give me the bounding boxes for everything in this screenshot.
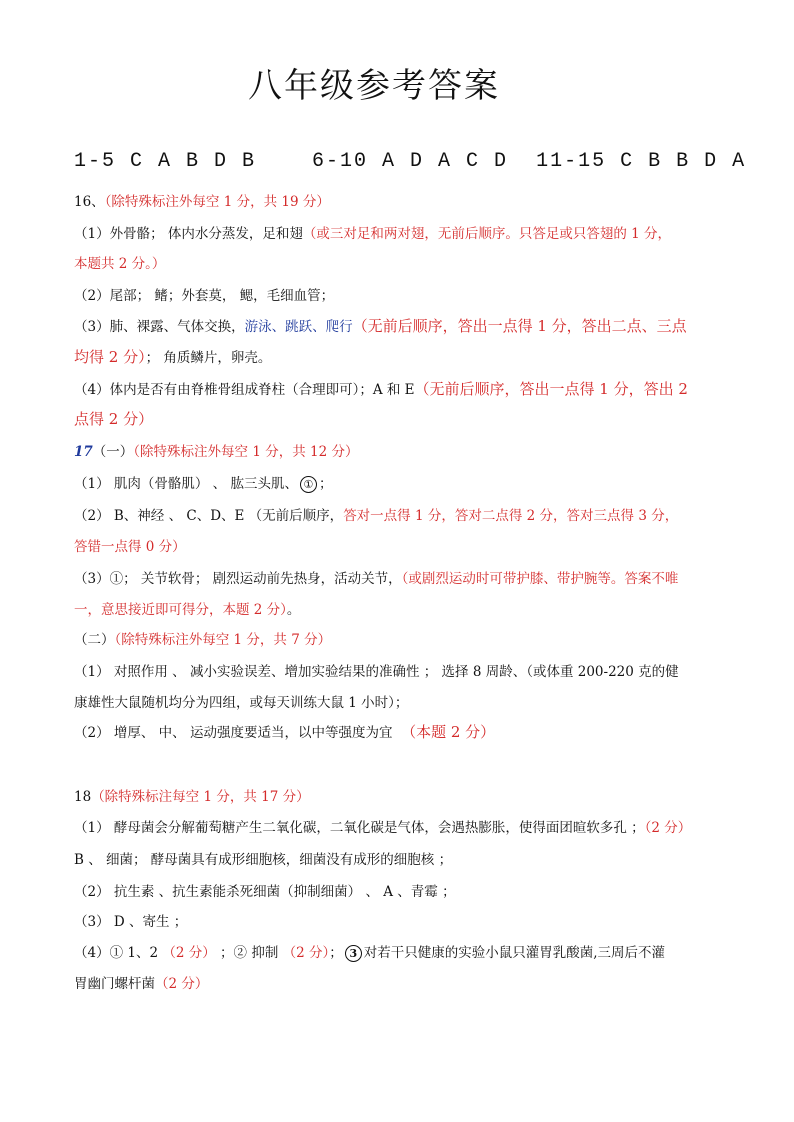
q18-part4-points-2: （2 分） [282,945,330,961]
multiple-choice-answers: 1-5 C A B D B 6-10 A D A C D 11-15 C B B D A [74,150,747,173]
q16-part1-answer: （1）外骨骼； 体内水分蒸发，足和翅 [74,226,303,242]
q17-part3-cont [74,598,300,618]
q16-part4-note-cont: 点得 2 分） [74,410,154,428]
q17-part2 [74,504,678,524]
q18-part1 [74,816,691,836]
q17-number: 17 [74,444,93,460]
q16-number: 16、 [74,194,105,210]
q18-part3: （3） D 、寄生 ； [74,914,188,930]
q17-s2-part1-cont: 康雄性大鼠随机均分为四组，或每天训练大鼠 1 小时）； [74,695,409,711]
q17-part1-end: ； [318,476,333,492]
q16-heading [74,190,330,210]
q18-part4-c: 对若干只健康的实验小鼠只灌胃乳酸菌,三周后不灌 [363,945,666,961]
q17-part2-answer: （2） B、神经 、 C、D、E （无前后顺序， [74,508,344,524]
q17-part1 [74,472,332,493]
q18-heading [74,785,310,805]
q18-number: 18 [74,789,92,805]
q16-part3-answer: （3）肺、裸露、气体交换， [74,319,245,335]
q16-part3-blue: 游泳、跳跃、爬行 [244,319,353,335]
q17-part1-answer: （1） 肌肉（骨骼肌） 、 肱三头肌、 [74,476,298,492]
q18-scoring-note: （除特殊标注每空 1 分，共 17 分） [91,789,310,805]
q17-part2-note-cont: 答错一点得 0 分） [74,539,186,555]
q16-part3 [74,315,687,336]
q18-part1-cont: B 、 细菌； 酵母菌具有成形细胞核，细菌没有成形的细胞核 ； [74,852,453,868]
q17-s2-part1: （1） 对照作用 、 减小实验误差、增加实验结果的准确性 ； 选择 8 周龄、（或体重 200-220 克的健 [74,664,679,680]
q17-section-one: （一） [92,444,134,460]
q16-scoring-note: （除特殊标注外每空 1 分，共 19 分） [104,194,330,210]
q17-section-two-note: （除特殊标注外每空 1 分，共 7 分） [114,632,332,648]
q16-part4-answer: （4）体内是否有由脊椎骨组成脊柱（合理即可）；A 和 E [74,382,415,398]
q17-part3-end: 。 [286,602,301,618]
q16-part3-note-cont: 均得 2 分） [74,348,146,366]
q18-part4-circled-3: 3 [345,945,362,962]
q18-part4-cont-text: 胃幽门螺杆菌 [74,976,155,992]
q18-part4-b: ；② 抑制 [215,945,283,961]
q17-part3-note: （或剧烈运动时可带护膝、带护腕等。答案不唯 [401,571,679,587]
q16-part4 [74,378,688,399]
page-title: 八年级参考答案 [248,66,500,106]
q17-heading [74,440,358,460]
q16-part1-note-cont: 本题共 2 分。） [74,256,166,272]
q18-part1-answer: （1） 酵母菌会分解葡萄糖产生二氧化碳，二氧化碳是气体，会遇热膨胀，使得面团暄软多孔 ； [74,820,645,836]
q16-part3-answer-cont: ； 角质鳞片，卵壳。 [145,350,272,366]
q18-part2: （2） 抗生素 、抗生素能杀死细菌（抑制细菌） 、 A 、青霉 ； [74,884,456,900]
q17-section-two: （二） [74,632,115,648]
q16-part4-note: （无前后顺序，答出一点得 1 分，答出 2 [414,380,688,398]
q18-part4 [74,941,665,962]
q16-part1 [74,222,671,242]
q17-section-two-heading [74,628,331,648]
q16-part1-note: （或三对足和两对翅，无前后顺序。只答足或只答翅的 1 分， [302,226,672,242]
q17-s2-part2 [74,721,495,742]
q18-part4-a: （4）① 1、2 [74,945,163,961]
q18-part4-cont [74,972,208,992]
q18-part4-points-3: （2 分） [155,976,209,992]
q17-part2-note: 答对一点得 1 分，答对二点得 2 分，答对三点得 3 分， [343,508,679,524]
q17-scoring-note: （除特殊标注外每空 1 分，共 12 分） [133,444,359,460]
q16-part3-cont [74,346,271,367]
q17-part1-circled: ① [300,476,317,493]
q16-part3-note: （无前后顺序，答出一点得 1 分，答出二点、三点 [352,317,687,335]
q17-s2-part2-answer: （2） 增厚、 中、 运动强度要适当，以中等强度为宜 [74,725,393,741]
q16-part2: （2）尾部； 鳍；外套莫， 鳃，毛细血管； [74,288,335,304]
q17-part3 [74,567,678,587]
q17-s2-part2-note: （本题 2 分） [401,723,496,741]
q18-part4-sep: ； [329,945,343,961]
q17-part3-answer: （3）①； 关节软骨； 剧烈运动前先热身，活动关节， [74,571,402,587]
q17-part3-note-cont: 一，意思接近即可得分，本题 2 分） [74,602,287,618]
q18-part4-points-1: （2 分） [162,945,216,961]
q18-part1-points: （2 分） [644,820,692,836]
